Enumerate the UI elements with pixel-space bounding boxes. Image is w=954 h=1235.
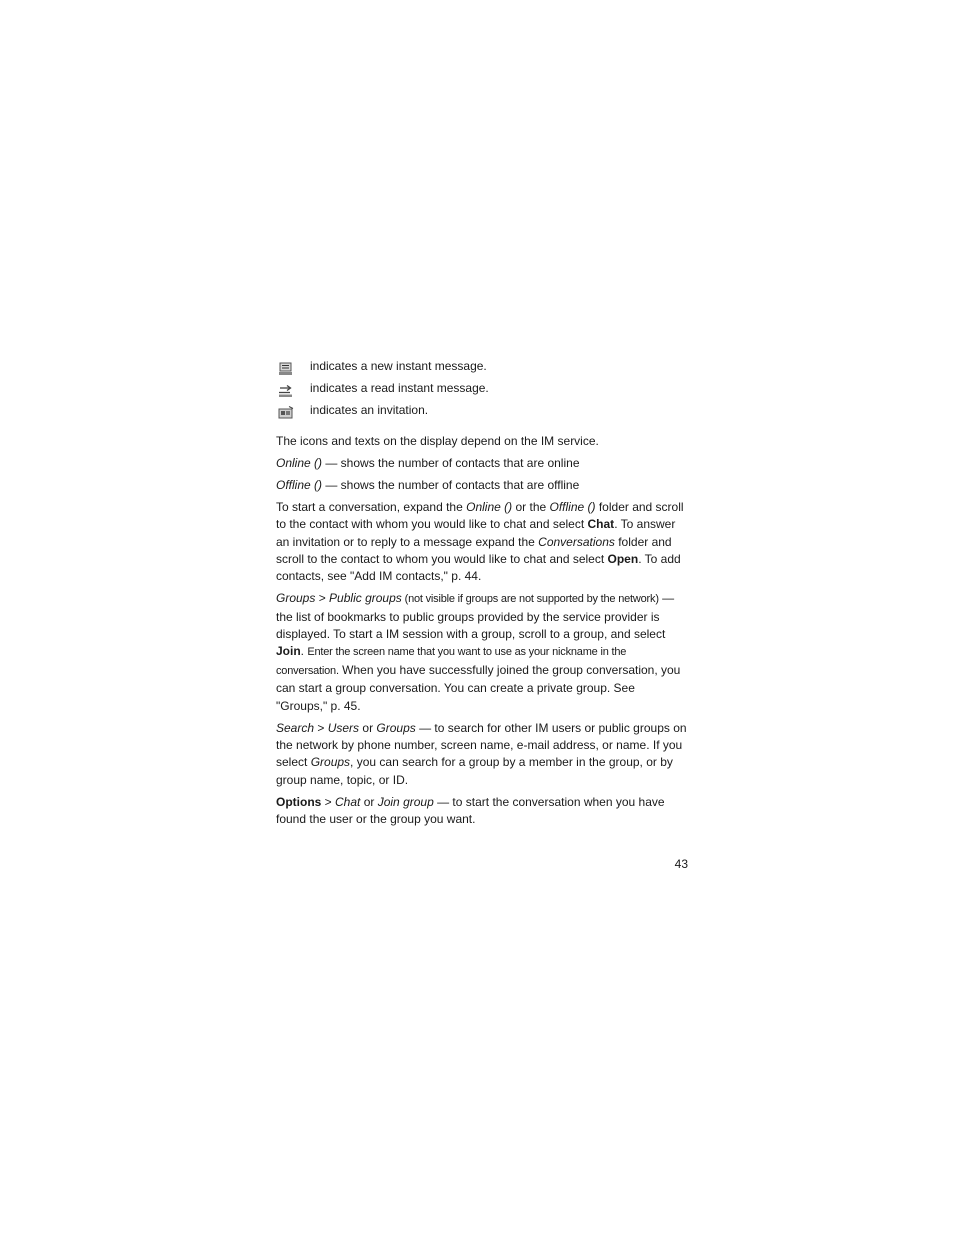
nickname-note: Enter the screen name that you want to use as your nickname in the conversation. (276, 646, 627, 677)
text-span: folder and scroll to the contact with whom you would like to chat and select (276, 499, 684, 532)
public-groups-term: Public groups (329, 591, 402, 606)
offline-term: Offline () (276, 477, 323, 492)
join-command: Join (276, 644, 301, 659)
icon-legend-read-message (276, 380, 688, 402)
groups-term: Groups (310, 755, 351, 770)
text-span: . (300, 644, 308, 659)
icon-legend-new-message (276, 358, 688, 380)
intro-paragraph: The icons and texts on the display depend on the IM service. (276, 434, 599, 448)
icon-legend-text: indicates a new instant message. (310, 359, 487, 373)
icon-legend-text: indicates an invitation. (310, 403, 429, 417)
offline-definition (276, 477, 688, 494)
search-term: Search (276, 720, 315, 735)
groups-term: Groups (376, 720, 416, 735)
open-command: Open (607, 551, 639, 566)
menu-separator: > (315, 591, 330, 606)
offline-description: — shows the number of contacts that are offline (322, 477, 580, 492)
options-paragraph (276, 794, 688, 829)
new-message-icon (278, 362, 294, 376)
chat-term: Chat (335, 794, 361, 809)
options-command: Options (276, 794, 322, 809)
manual-page-content (276, 358, 688, 833)
text-span: or (360, 794, 378, 809)
text-span: folder and scroll to the contact to whom you would like to chat and select (276, 534, 672, 566)
icon-legend-text: indicates a read instant message. (310, 381, 489, 395)
invitation-icon (278, 406, 294, 420)
text-span: . To answer an invitation or to reply to a message expand the (276, 517, 676, 549)
text-span: — to search for other IM users or public groups on the network by phone number, screen name, e-mail address, or name. If you select (276, 720, 687, 770)
search-paragraph (276, 720, 688, 790)
text-span: When you have successfully joined the group conversation, you can start a group conversation. You can create a private group. See "Groups," p. 45. (276, 662, 681, 713)
menu-separator: > (314, 720, 328, 735)
text-span: . To add contacts, see "Add IM contacts," p. 44. (276, 551, 681, 584)
online-definition (276, 455, 688, 472)
text-span: or (359, 720, 377, 735)
text-span: To start a conversation, expand the (276, 499, 467, 514)
start-conversation-paragraph (276, 499, 688, 586)
page-number: 43 (674, 857, 688, 871)
users-term: Users (327, 720, 360, 735)
icon-legend-invitation (276, 402, 688, 424)
chat-command: Chat (587, 517, 615, 532)
join-group-term: Join group (377, 794, 434, 809)
groups-note: (not visible if groups are not supported by the network) (401, 593, 659, 606)
text-span: or the (512, 499, 550, 514)
online-folder-term: Online () (466, 499, 513, 514)
offline-folder-term: Offline () (549, 499, 596, 514)
online-term: Online () (276, 455, 323, 470)
text-span: , you can search for a group by a member in the group, or by group name, topic, or ID. (276, 755, 673, 787)
text-span: — the list of bookmarks to public groups provided by the service provider is displayed. To start a IM session with a group, scroll to a group, and select (276, 591, 675, 642)
text-span: — to start the conversation when you have found the user or the group you want. (276, 794, 665, 827)
online-description: — shows the number of contacts that are online (322, 455, 580, 470)
read-message-icon (278, 384, 294, 398)
conversations-folder-term: Conversations (538, 534, 615, 549)
groups-term: Groups (276, 591, 316, 606)
groups-paragraph (276, 590, 688, 715)
menu-separator: > (321, 794, 336, 809)
